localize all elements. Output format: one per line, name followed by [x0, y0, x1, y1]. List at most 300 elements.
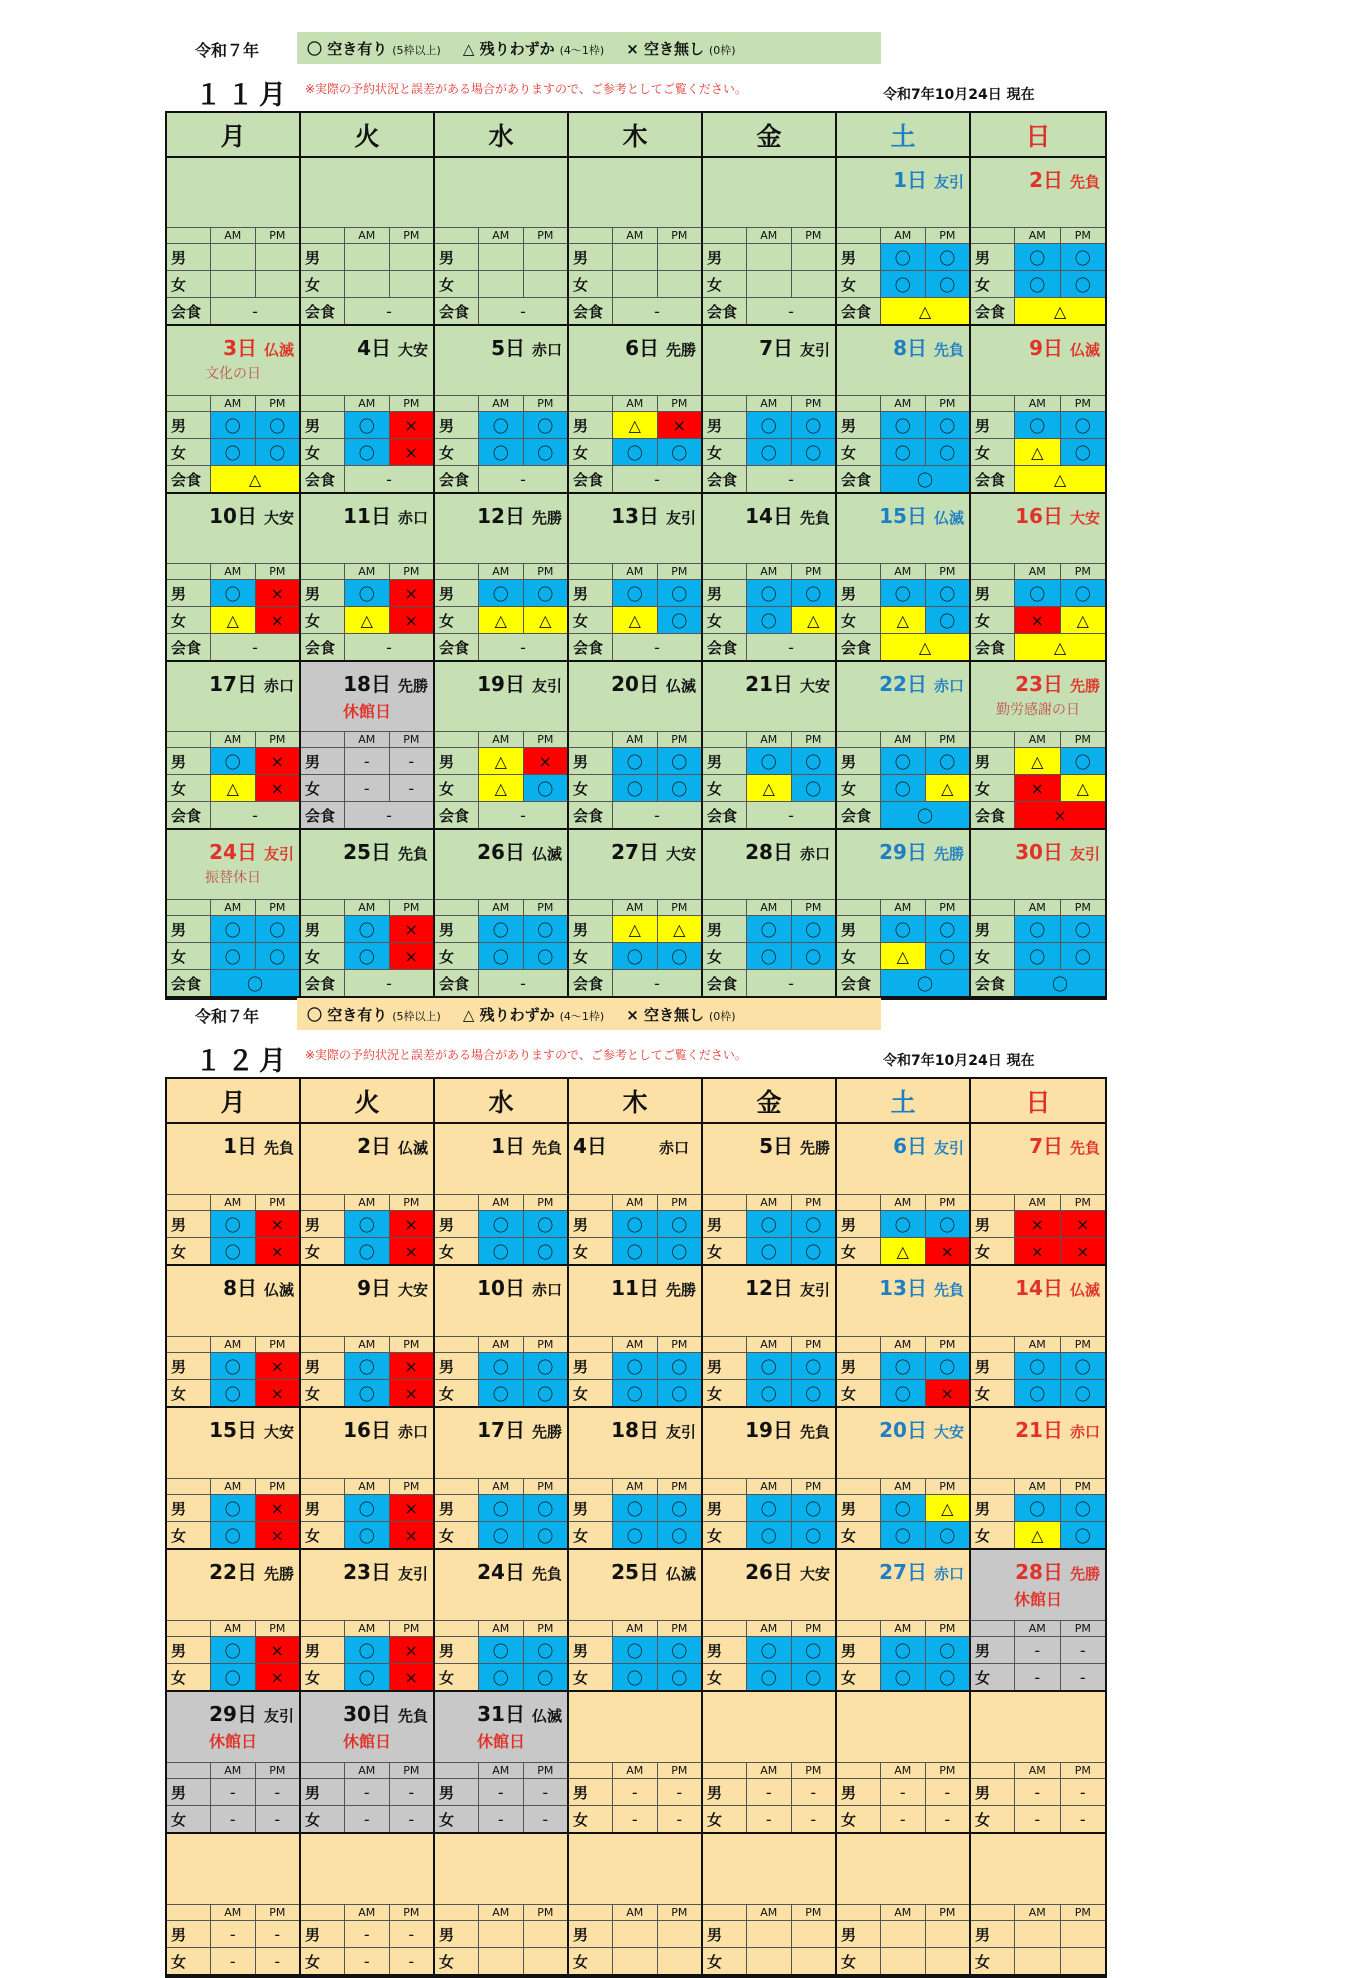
- pm-slot[interactable]: ×: [256, 748, 300, 774]
- pm-slot[interactable]: 〇: [658, 1380, 702, 1406]
- pm-slot[interactable]: -: [944, 1782, 951, 1802]
- meal-slot[interactable]: ×: [1015, 802, 1105, 828]
- am-slot[interactable]: △: [479, 607, 524, 633]
- am-slot[interactable]: 〇: [747, 1637, 792, 1663]
- pm-slot[interactable]: 〇: [658, 1495, 702, 1521]
- am-slot[interactable]: ×: [1015, 607, 1061, 633]
- pm-slot[interactable]: 〇: [926, 748, 970, 774]
- am-slot[interactable]: 〇: [747, 1238, 792, 1264]
- am-slot[interactable]: 〇: [881, 580, 926, 606]
- meal-slot[interactable]: 〇: [881, 466, 969, 492]
- pm-slot[interactable]: ×: [390, 1495, 434, 1521]
- am-slot[interactable]: 〇: [211, 1664, 256, 1690]
- am-slot[interactable]: -: [1015, 1664, 1061, 1690]
- am-slot[interactable]: △: [211, 775, 256, 801]
- am-slot[interactable]: 〇: [345, 412, 390, 438]
- meal-slot[interactable]: △: [211, 466, 299, 492]
- am-slot[interactable]: [613, 271, 658, 297]
- pm-slot[interactable]: [792, 244, 836, 270]
- pm-slot[interactable]: 〇: [524, 1211, 568, 1237]
- am-slot[interactable]: 〇: [211, 943, 256, 969]
- am-slot[interactable]: -: [211, 1779, 256, 1805]
- pm-slot[interactable]: [792, 1921, 836, 1947]
- pm-slot[interactable]: -: [1079, 1782, 1086, 1802]
- pm-slot[interactable]: -: [408, 1924, 415, 1944]
- pm-slot[interactable]: 〇: [792, 775, 836, 801]
- am-slot[interactable]: 〇: [613, 1211, 658, 1237]
- pm-slot[interactable]: 〇: [792, 580, 836, 606]
- am-slot[interactable]: [747, 271, 792, 297]
- am-slot[interactable]: 〇: [211, 439, 256, 465]
- pm-slot[interactable]: 〇: [926, 1637, 970, 1663]
- am-slot[interactable]: △: [1015, 439, 1061, 465]
- meal-slot[interactable]: -: [252, 301, 258, 321]
- am-slot[interactable]: △: [1015, 1522, 1061, 1548]
- pm-slot[interactable]: [926, 1921, 970, 1947]
- pm-slot[interactable]: [256, 244, 300, 270]
- am-slot[interactable]: ×: [1015, 1211, 1061, 1237]
- pm-slot[interactable]: 〇: [1061, 580, 1106, 606]
- am-slot[interactable]: -: [345, 748, 390, 774]
- meal-slot[interactable]: 〇: [881, 970, 969, 996]
- am-slot[interactable]: -: [1015, 1806, 1061, 1832]
- pm-slot[interactable]: [256, 271, 300, 297]
- am-slot[interactable]: 〇: [881, 1380, 926, 1406]
- pm-slot[interactable]: [658, 244, 702, 270]
- pm-slot[interactable]: 〇: [524, 1522, 568, 1548]
- pm-slot[interactable]: ×: [390, 439, 434, 465]
- pm-slot[interactable]: 〇: [524, 943, 568, 969]
- pm-slot[interactable]: 〇: [658, 439, 702, 465]
- pm-slot[interactable]: ×: [658, 412, 702, 438]
- meal-slot[interactable]: -: [520, 637, 526, 657]
- pm-slot[interactable]: 〇: [256, 439, 300, 465]
- pm-slot[interactable]: ×: [256, 1211, 300, 1237]
- am-slot[interactable]: -: [211, 1806, 256, 1832]
- pm-slot[interactable]: -: [408, 751, 415, 771]
- am-slot[interactable]: △: [1015, 748, 1061, 774]
- pm-slot[interactable]: [390, 271, 434, 297]
- meal-slot[interactable]: 〇: [211, 970, 299, 996]
- pm-slot[interactable]: 〇: [926, 580, 970, 606]
- am-slot[interactable]: 〇: [613, 1495, 658, 1521]
- am-slot[interactable]: [211, 271, 256, 297]
- am-slot[interactable]: [747, 1948, 792, 1974]
- am-slot[interactable]: 〇: [345, 1522, 390, 1548]
- pm-slot[interactable]: 〇: [658, 1238, 702, 1264]
- pm-slot[interactable]: -: [676, 1782, 683, 1802]
- pm-slot[interactable]: ×: [256, 580, 300, 606]
- pm-slot[interactable]: [792, 1948, 836, 1974]
- am-slot[interactable]: [479, 1921, 524, 1947]
- pm-slot[interactable]: 〇: [524, 439, 568, 465]
- pm-slot[interactable]: ×: [524, 748, 568, 774]
- am-slot[interactable]: 〇: [345, 1380, 390, 1406]
- pm-slot[interactable]: 〇: [658, 580, 702, 606]
- pm-slot[interactable]: 〇: [658, 943, 702, 969]
- pm-slot[interactable]: 〇: [1061, 1380, 1106, 1406]
- pm-slot[interactable]: [524, 244, 568, 270]
- am-slot[interactable]: 〇: [881, 748, 926, 774]
- am-slot[interactable]: 〇: [881, 439, 926, 465]
- am-slot[interactable]: 〇: [345, 580, 390, 606]
- pm-slot[interactable]: 〇: [658, 1211, 702, 1237]
- am-slot[interactable]: 〇: [747, 412, 792, 438]
- pm-slot[interactable]: △: [658, 916, 702, 942]
- pm-slot[interactable]: 〇: [1061, 439, 1106, 465]
- am-slot[interactable]: 〇: [211, 748, 256, 774]
- am-slot[interactable]: △: [881, 943, 926, 969]
- am-slot[interactable]: 〇: [747, 748, 792, 774]
- meal-slot[interactable]: -: [654, 301, 660, 321]
- pm-slot[interactable]: ×: [390, 943, 434, 969]
- am-slot[interactable]: [1015, 1948, 1061, 1974]
- am-slot[interactable]: 〇: [345, 1211, 390, 1237]
- meal-slot[interactable]: -: [520, 973, 526, 993]
- am-slot[interactable]: △: [345, 607, 390, 633]
- am-slot[interactable]: 〇: [1015, 1380, 1061, 1406]
- pm-slot[interactable]: ×: [390, 1664, 434, 1690]
- am-slot[interactable]: 〇: [1015, 1495, 1061, 1521]
- pm-slot[interactable]: 〇: [658, 1522, 702, 1548]
- pm-slot[interactable]: [658, 271, 702, 297]
- pm-slot[interactable]: -: [408, 1782, 415, 1802]
- pm-slot[interactable]: 〇: [658, 748, 702, 774]
- am-slot[interactable]: 〇: [613, 1238, 658, 1264]
- am-slot[interactable]: 〇: [479, 916, 524, 942]
- am-slot[interactable]: 〇: [881, 271, 926, 297]
- am-slot[interactable]: 〇: [345, 943, 390, 969]
- pm-slot[interactable]: -: [944, 1809, 951, 1829]
- am-slot[interactable]: 〇: [881, 775, 926, 801]
- am-slot[interactable]: -: [747, 1806, 792, 1832]
- am-slot[interactable]: 〇: [479, 439, 524, 465]
- pm-slot[interactable]: 〇: [1061, 943, 1106, 969]
- pm-slot[interactable]: -: [1079, 1667, 1086, 1687]
- am-slot[interactable]: 〇: [479, 1211, 524, 1237]
- pm-slot[interactable]: 〇: [926, 439, 970, 465]
- pm-slot[interactable]: [524, 271, 568, 297]
- meal-slot[interactable]: -: [386, 637, 392, 657]
- am-slot[interactable]: △: [881, 1238, 926, 1264]
- pm-slot[interactable]: ×: [390, 1211, 434, 1237]
- pm-slot[interactable]: ×: [256, 1522, 300, 1548]
- pm-slot[interactable]: [524, 1921, 568, 1947]
- am-slot[interactable]: [613, 1948, 658, 1974]
- am-slot[interactable]: △: [881, 607, 926, 633]
- am-slot[interactable]: 〇: [345, 1637, 390, 1663]
- am-slot[interactable]: 〇: [747, 943, 792, 969]
- am-slot[interactable]: [479, 271, 524, 297]
- am-slot[interactable]: 〇: [211, 1495, 256, 1521]
- am-slot[interactable]: ×: [1015, 775, 1061, 801]
- pm-slot[interactable]: ×: [256, 1380, 300, 1406]
- pm-slot[interactable]: 〇: [792, 1380, 836, 1406]
- am-slot[interactable]: -: [345, 1921, 390, 1947]
- pm-slot[interactable]: 〇: [1061, 1495, 1106, 1521]
- meal-slot[interactable]: 〇: [1015, 970, 1105, 996]
- am-slot[interactable]: △: [747, 775, 792, 801]
- pm-slot[interactable]: 〇: [792, 439, 836, 465]
- am-slot[interactable]: 〇: [747, 439, 792, 465]
- pm-slot[interactable]: ×: [390, 916, 434, 942]
- am-slot[interactable]: 〇: [211, 916, 256, 942]
- pm-slot[interactable]: 〇: [792, 1211, 836, 1237]
- am-slot[interactable]: [479, 1948, 524, 1974]
- pm-slot[interactable]: 〇: [926, 1353, 970, 1379]
- pm-slot[interactable]: 〇: [1061, 271, 1106, 297]
- am-slot[interactable]: 〇: [479, 1522, 524, 1548]
- am-slot[interactable]: [345, 271, 390, 297]
- am-slot[interactable]: 〇: [211, 1353, 256, 1379]
- pm-slot[interactable]: 〇: [658, 607, 702, 633]
- pm-slot[interactable]: [926, 1948, 970, 1974]
- am-slot[interactable]: -: [479, 1779, 524, 1805]
- am-slot[interactable]: 〇: [747, 916, 792, 942]
- pm-slot[interactable]: -: [542, 1809, 549, 1829]
- am-slot[interactable]: 〇: [881, 244, 926, 270]
- meal-slot[interactable]: -: [788, 805, 794, 825]
- am-slot[interactable]: -: [1015, 1637, 1061, 1663]
- meal-slot[interactable]: △: [1015, 466, 1105, 492]
- am-slot[interactable]: -: [211, 1921, 256, 1947]
- am-slot[interactable]: 〇: [613, 1522, 658, 1548]
- pm-slot[interactable]: [524, 1948, 568, 1974]
- am-slot[interactable]: 〇: [881, 1495, 926, 1521]
- pm-slot[interactable]: -: [274, 1809, 281, 1829]
- am-slot[interactable]: 〇: [211, 1637, 256, 1663]
- am-slot[interactable]: 〇: [881, 1522, 926, 1548]
- am-slot[interactable]: 〇: [345, 1495, 390, 1521]
- pm-slot[interactable]: 〇: [926, 1211, 970, 1237]
- am-slot[interactable]: 〇: [613, 439, 658, 465]
- pm-slot[interactable]: ×: [256, 1238, 300, 1264]
- am-slot[interactable]: 〇: [881, 1353, 926, 1379]
- pm-slot[interactable]: [792, 271, 836, 297]
- am-slot[interactable]: 〇: [1015, 271, 1061, 297]
- pm-slot[interactable]: [1061, 1948, 1106, 1974]
- am-slot[interactable]: △: [479, 775, 524, 801]
- am-slot[interactable]: 〇: [613, 1353, 658, 1379]
- pm-slot[interactable]: -: [810, 1782, 817, 1802]
- am-slot[interactable]: -: [613, 1779, 658, 1805]
- pm-slot[interactable]: 〇: [524, 1637, 568, 1663]
- pm-slot[interactable]: [1061, 1921, 1106, 1947]
- pm-slot[interactable]: ×: [390, 580, 434, 606]
- pm-slot[interactable]: 〇: [256, 412, 300, 438]
- pm-slot[interactable]: 〇: [926, 1664, 970, 1690]
- am-slot[interactable]: 〇: [211, 580, 256, 606]
- am-slot[interactable]: 〇: [747, 607, 792, 633]
- meal-slot[interactable]: -: [654, 805, 660, 825]
- am-slot[interactable]: △: [613, 916, 658, 942]
- pm-slot[interactable]: 〇: [256, 943, 300, 969]
- am-slot[interactable]: -: [747, 1779, 792, 1805]
- pm-slot[interactable]: ×: [390, 412, 434, 438]
- meal-slot[interactable]: -: [654, 637, 660, 657]
- pm-slot[interactable]: 〇: [792, 1664, 836, 1690]
- am-slot[interactable]: 〇: [613, 580, 658, 606]
- am-slot[interactable]: 〇: [613, 1380, 658, 1406]
- pm-slot[interactable]: 〇: [658, 1664, 702, 1690]
- pm-slot[interactable]: ×: [256, 1637, 300, 1663]
- am-slot[interactable]: 〇: [479, 1238, 524, 1264]
- am-slot[interactable]: [747, 1921, 792, 1947]
- pm-slot[interactable]: 〇: [926, 244, 970, 270]
- pm-slot[interactable]: ×: [390, 1238, 434, 1264]
- meal-slot[interactable]: -: [386, 469, 392, 489]
- pm-slot[interactable]: △: [524, 607, 568, 633]
- pm-slot[interactable]: 〇: [524, 1353, 568, 1379]
- pm-slot[interactable]: ×: [1061, 1238, 1106, 1264]
- meal-slot[interactable]: △: [881, 298, 969, 324]
- am-slot[interactable]: 〇: [211, 1380, 256, 1406]
- pm-slot[interactable]: 〇: [792, 1353, 836, 1379]
- am-slot[interactable]: [211, 244, 256, 270]
- am-slot[interactable]: -: [345, 1948, 390, 1974]
- pm-slot[interactable]: 〇: [926, 271, 970, 297]
- pm-slot[interactable]: ×: [390, 607, 434, 633]
- am-slot[interactable]: [881, 1921, 926, 1947]
- pm-slot[interactable]: △: [792, 607, 836, 633]
- meal-slot[interactable]: -: [252, 637, 258, 657]
- am-slot[interactable]: [881, 1948, 926, 1974]
- meal-slot[interactable]: -: [654, 469, 660, 489]
- pm-slot[interactable]: [658, 1921, 702, 1947]
- pm-slot[interactable]: -: [810, 1809, 817, 1829]
- am-slot[interactable]: 〇: [747, 1664, 792, 1690]
- pm-slot[interactable]: ×: [1061, 1211, 1106, 1237]
- pm-slot[interactable]: △: [926, 1495, 970, 1521]
- am-slot[interactable]: 〇: [1015, 1353, 1061, 1379]
- pm-slot[interactable]: 〇: [524, 775, 568, 801]
- pm-slot[interactable]: 〇: [1061, 916, 1106, 942]
- am-slot[interactable]: -: [881, 1806, 926, 1832]
- pm-slot[interactable]: △: [1061, 775, 1106, 801]
- am-slot[interactable]: -: [613, 1806, 658, 1832]
- pm-slot[interactable]: -: [542, 1782, 549, 1802]
- pm-slot[interactable]: 〇: [524, 1238, 568, 1264]
- pm-slot[interactable]: ×: [926, 1380, 970, 1406]
- meal-slot[interactable]: -: [520, 301, 526, 321]
- pm-slot[interactable]: 〇: [792, 1637, 836, 1663]
- pm-slot[interactable]: 〇: [792, 1238, 836, 1264]
- pm-slot[interactable]: ×: [256, 607, 300, 633]
- am-slot[interactable]: -: [211, 1948, 256, 1974]
- pm-slot[interactable]: 〇: [658, 1637, 702, 1663]
- pm-slot[interactable]: △: [926, 775, 970, 801]
- am-slot[interactable]: [1015, 1921, 1061, 1947]
- meal-slot[interactable]: △: [1015, 634, 1105, 660]
- am-slot[interactable]: 〇: [613, 1664, 658, 1690]
- am-slot[interactable]: 〇: [1015, 244, 1061, 270]
- am-slot[interactable]: -: [479, 1806, 524, 1832]
- pm-slot[interactable]: 〇: [256, 916, 300, 942]
- meal-slot[interactable]: -: [520, 805, 526, 825]
- pm-slot[interactable]: ×: [256, 1495, 300, 1521]
- pm-slot[interactable]: 〇: [658, 775, 702, 801]
- am-slot[interactable]: 〇: [747, 1522, 792, 1548]
- am-slot[interactable]: 〇: [479, 1380, 524, 1406]
- meal-slot[interactable]: -: [386, 973, 392, 993]
- am-slot[interactable]: 〇: [1015, 916, 1061, 942]
- am-slot[interactable]: 〇: [479, 1637, 524, 1663]
- am-slot[interactable]: 〇: [1015, 412, 1061, 438]
- pm-slot[interactable]: -: [274, 1782, 281, 1802]
- am-slot[interactable]: △: [211, 607, 256, 633]
- pm-slot[interactable]: ×: [256, 775, 300, 801]
- meal-slot[interactable]: -: [788, 637, 794, 657]
- am-slot[interactable]: [479, 244, 524, 270]
- pm-slot[interactable]: -: [274, 1951, 281, 1971]
- meal-slot[interactable]: △: [1015, 298, 1105, 324]
- am-slot[interactable]: -: [345, 1806, 390, 1832]
- pm-slot[interactable]: 〇: [926, 1522, 970, 1548]
- pm-slot[interactable]: ×: [256, 1664, 300, 1690]
- am-slot[interactable]: 〇: [479, 412, 524, 438]
- am-slot[interactable]: [613, 1921, 658, 1947]
- am-slot[interactable]: 〇: [211, 1238, 256, 1264]
- am-slot[interactable]: 〇: [881, 1637, 926, 1663]
- am-slot[interactable]: ×: [1015, 1238, 1061, 1264]
- pm-slot[interactable]: 〇: [658, 1353, 702, 1379]
- pm-slot[interactable]: ×: [390, 1380, 434, 1406]
- am-slot[interactable]: 〇: [211, 1211, 256, 1237]
- am-slot[interactable]: 〇: [345, 439, 390, 465]
- pm-slot[interactable]: -: [1079, 1640, 1086, 1660]
- am-slot[interactable]: 〇: [1015, 580, 1061, 606]
- am-slot[interactable]: 〇: [479, 1353, 524, 1379]
- am-slot[interactable]: 〇: [747, 1353, 792, 1379]
- pm-slot[interactable]: -: [274, 1924, 281, 1944]
- am-slot[interactable]: -: [1015, 1779, 1061, 1805]
- pm-slot[interactable]: 〇: [792, 916, 836, 942]
- pm-slot[interactable]: [658, 1948, 702, 1974]
- meal-slot[interactable]: -: [386, 805, 392, 825]
- am-slot[interactable]: 〇: [747, 1211, 792, 1237]
- meal-slot[interactable]: -: [788, 301, 794, 321]
- am-slot[interactable]: 〇: [479, 1495, 524, 1521]
- pm-slot[interactable]: 〇: [926, 607, 970, 633]
- pm-slot[interactable]: 〇: [792, 1495, 836, 1521]
- am-slot[interactable]: 〇: [1015, 943, 1061, 969]
- am-slot[interactable]: 〇: [479, 943, 524, 969]
- meal-slot[interactable]: -: [252, 805, 258, 825]
- pm-slot[interactable]: 〇: [524, 1495, 568, 1521]
- pm-slot[interactable]: 〇: [524, 916, 568, 942]
- pm-slot[interactable]: ×: [390, 1637, 434, 1663]
- pm-slot[interactable]: 〇: [524, 1380, 568, 1406]
- am-slot[interactable]: 〇: [747, 580, 792, 606]
- pm-slot[interactable]: -: [676, 1809, 683, 1829]
- meal-slot[interactable]: -: [788, 469, 794, 489]
- am-slot[interactable]: 〇: [211, 412, 256, 438]
- pm-slot[interactable]: 〇: [1061, 244, 1106, 270]
- pm-slot[interactable]: ×: [390, 1522, 434, 1548]
- am-slot[interactable]: [747, 244, 792, 270]
- am-slot[interactable]: 〇: [881, 1664, 926, 1690]
- pm-slot[interactable]: 〇: [792, 748, 836, 774]
- pm-slot[interactable]: -: [408, 778, 415, 798]
- am-slot[interactable]: 〇: [613, 943, 658, 969]
- pm-slot[interactable]: 〇: [524, 1664, 568, 1690]
- meal-slot[interactable]: -: [520, 469, 526, 489]
- am-slot[interactable]: 〇: [345, 916, 390, 942]
- am-slot[interactable]: [613, 244, 658, 270]
- pm-slot[interactable]: 〇: [926, 916, 970, 942]
- pm-slot[interactable]: ×: [926, 1238, 970, 1264]
- pm-slot[interactable]: 〇: [792, 412, 836, 438]
